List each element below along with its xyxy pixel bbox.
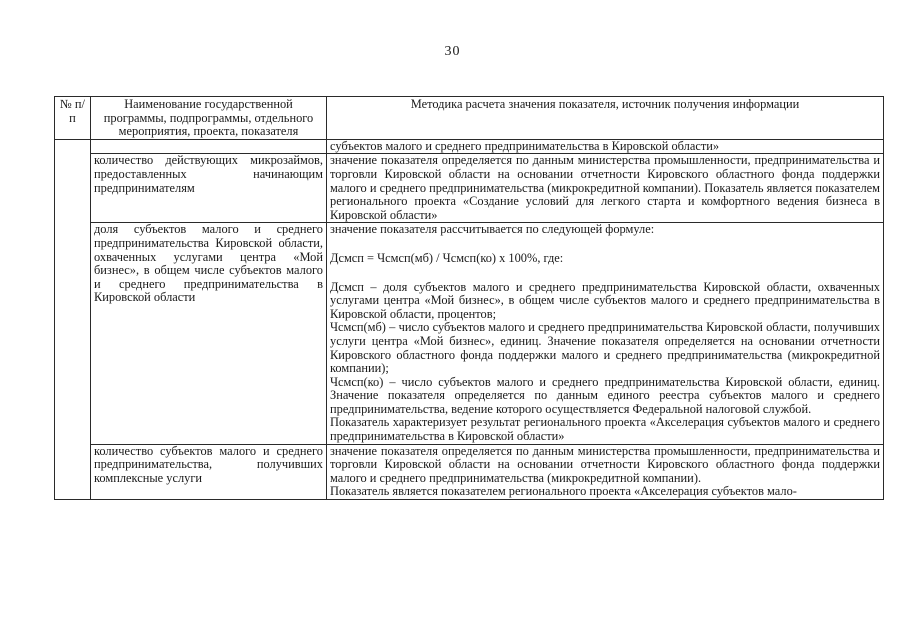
header-method: Методика расчета значения показателя, источник получения информации bbox=[327, 97, 884, 140]
continuation-text: субъектов малого и среднего предпринимательства в Кировской области» bbox=[327, 139, 884, 154]
definition-chsmsp-ko: Чсмсп(ко) – число субъектов малого и среднего предпринимательства Кировской области, единиц. Значение показателя определяется по данным единого реестра субъектов малого и среднего предпринимательства, ведение которого осуществляется Федеральной налоговой службой. bbox=[330, 374, 880, 416]
page-number: 30 bbox=[444, 44, 461, 59]
indicator-note: Показатель характеризует результат регионального проекта «Акселерация субъектов малого и среднего предпринимательства в Кировской области» bbox=[330, 415, 880, 444]
formula: Дсмсп = Чсмсп(мб) / Чсмсп(ко) x 100%, где: bbox=[330, 250, 564, 265]
table-row bbox=[55, 154, 884, 223]
row-name: количество субъектов малого и среднего предпринимательства, получивших комплексные услуги bbox=[91, 444, 327, 499]
header-num: № п/п bbox=[55, 97, 91, 140]
definition-chsmsp-mb: Чсмсп(мб) – число субъектов малого и среднего предпринимательства Кировской области, получивших услуги центра «Мой бизнес», единиц. Значение показателя определяется на основании отчетности Кировского областного фонда поддержки малого и среднего предпринимательства (микрокредитной компании); bbox=[330, 320, 880, 376]
indicator-table bbox=[54, 96, 884, 500]
row-name: количество действующих микрозаймов, предоставленных начинающим предпринимателям bbox=[91, 154, 327, 223]
continuation-row bbox=[55, 139, 884, 154]
row-method-cell bbox=[327, 223, 884, 444]
table-row bbox=[55, 223, 884, 444]
row-method: значение показателя определяется по данным министерства промышленности, предпринимательства и торговли Кировской области на основании отчетности Кировского областного фонда поддержки малого и среднего предпринимательства (микрокредитной компании). Показатель является показателем регионального проекта «Создание условий для легкого старта и комфортного ведения бизнеса в Кировской области» bbox=[327, 154, 884, 223]
definition-dsmsp: Дсмсп – доля субъектов малого и среднего предпринимательства Кировской области, охваченных услугами центра «Мой бизнес», в общем числе субъектов малого и среднего предпринимательства в Кировской области, процентов; bbox=[330, 279, 880, 321]
cell-num bbox=[55, 139, 91, 499]
table-header-row bbox=[55, 97, 884, 140]
header-name: Наименование государственной программы, подпрограммы, отдельного мероприятия, проекта, показателя bbox=[91, 97, 327, 140]
table-row bbox=[55, 444, 884, 499]
row-method: значение показателя определяется по данным министерства промышленности, предпринимательства и торговли Кировской области на основании отчетности Кировского областного фонда поддержки малого и среднего предпринимательства (микрокредитной компании). bbox=[330, 443, 880, 485]
row-method-tail: Показатель является показателем регионального проекта «Акселерация субъектов мало- bbox=[330, 485, 797, 499]
row-method-cell bbox=[327, 444, 884, 499]
row-name: доля субъектов малого и среднего предпринимательства Кировской области, охваченных услугами центра «Мой бизнес», в общем числе субъектов малого и среднего предпринимательства в Кировской области bbox=[91, 223, 327, 444]
method-intro: значение показателя рассчитывается по следующей формуле: bbox=[330, 222, 655, 237]
cell-name bbox=[91, 139, 327, 154]
